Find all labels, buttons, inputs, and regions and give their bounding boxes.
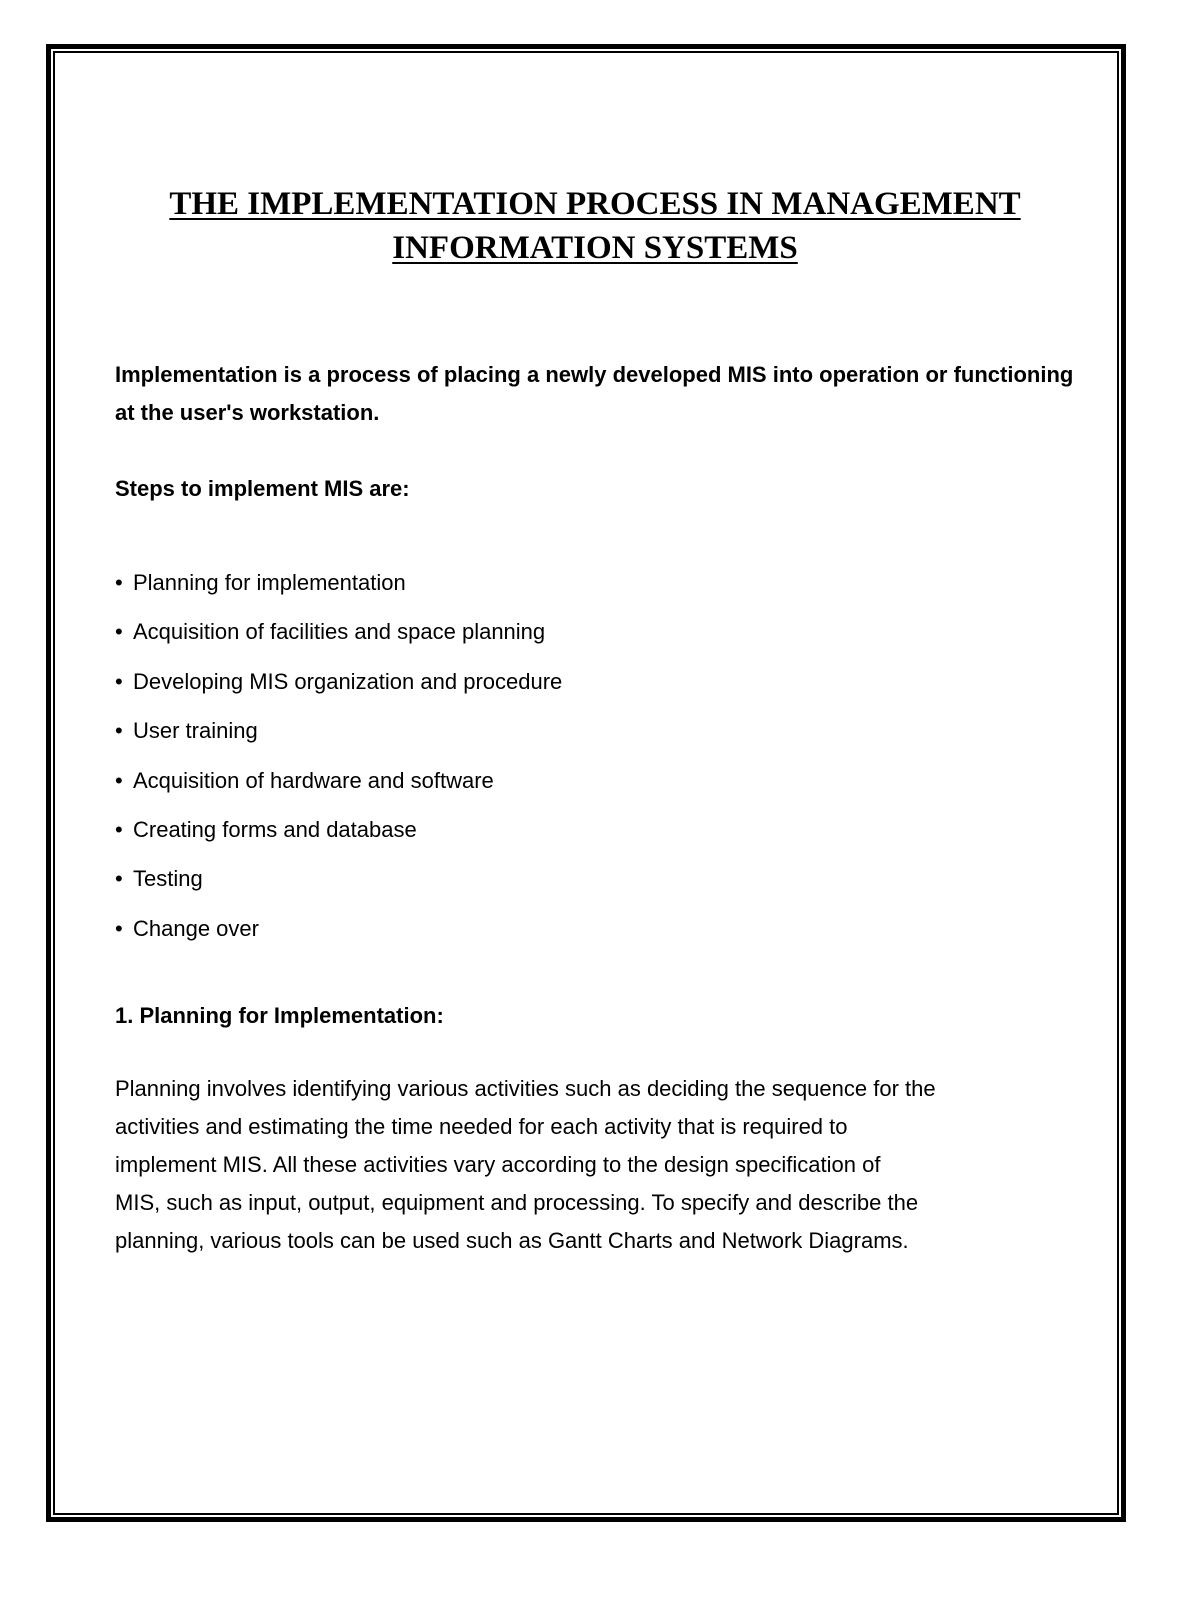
bullet-icon: • (115, 866, 123, 892)
paragraph-line: planning, various tools can be used such as Gantt Charts and Network Diagrams. (115, 1228, 909, 1253)
document-title-line-2: INFORMATION SYSTEMS (392, 230, 798, 266)
list-item (115, 613, 562, 662)
list-item-text: Testing (133, 866, 203, 892)
list-item (115, 910, 562, 959)
list-item (115, 712, 562, 761)
document-title-line-1: THE IMPLEMENTATION PROCESS IN MANAGEMENT (169, 186, 1021, 222)
paragraph-line: Planning involves identifying various activities such as deciding the sequence for the (115, 1076, 936, 1101)
bullet-icon: • (115, 619, 123, 645)
bullet-icon: • (115, 915, 123, 941)
list-item-text: Acquisition of facilities and space planning (133, 619, 546, 645)
list-item-text: Planning for implementation (133, 570, 406, 595)
bullet-icon: • (115, 570, 123, 595)
intro-paragraph: Implementation is a process of placing a newly developed MIS into operation or functioning at the user's workstation. (115, 362, 1074, 425)
list-item (115, 762, 562, 811)
paragraph-line: MIS, such as input, output, equipment and processing. To specify and describe the (115, 1190, 919, 1215)
section-body-paragraph (115, 1070, 1075, 1260)
bullet-icon: • (115, 668, 123, 694)
bullet-icon: • (115, 816, 123, 842)
list-item-text: Creating forms and database (133, 816, 417, 842)
document-title (100, 182, 1090, 270)
paragraph-line: implement MIS. All these activities vary according to the design specification of (115, 1152, 881, 1177)
bullet-icon: • (115, 718, 123, 744)
list-item (115, 564, 562, 613)
steps-list (115, 564, 562, 959)
bullet-icon: • (115, 767, 123, 793)
section-heading: 1. Planning for Implementation: (115, 1003, 444, 1028)
list-item-text: Developing MIS organization and procedure (133, 668, 563, 694)
steps-heading: Steps to implement MIS are: (115, 476, 410, 501)
list-item-text: Change over (133, 915, 259, 941)
list-item-text: Acquisition of hardware and software (133, 767, 494, 793)
list-item-text: User training (133, 718, 258, 744)
paragraph-line: activities and estimating the time needed for each activity that is required to (115, 1114, 848, 1139)
list-item (115, 663, 562, 712)
list-item (115, 860, 562, 909)
list-item (115, 811, 562, 860)
